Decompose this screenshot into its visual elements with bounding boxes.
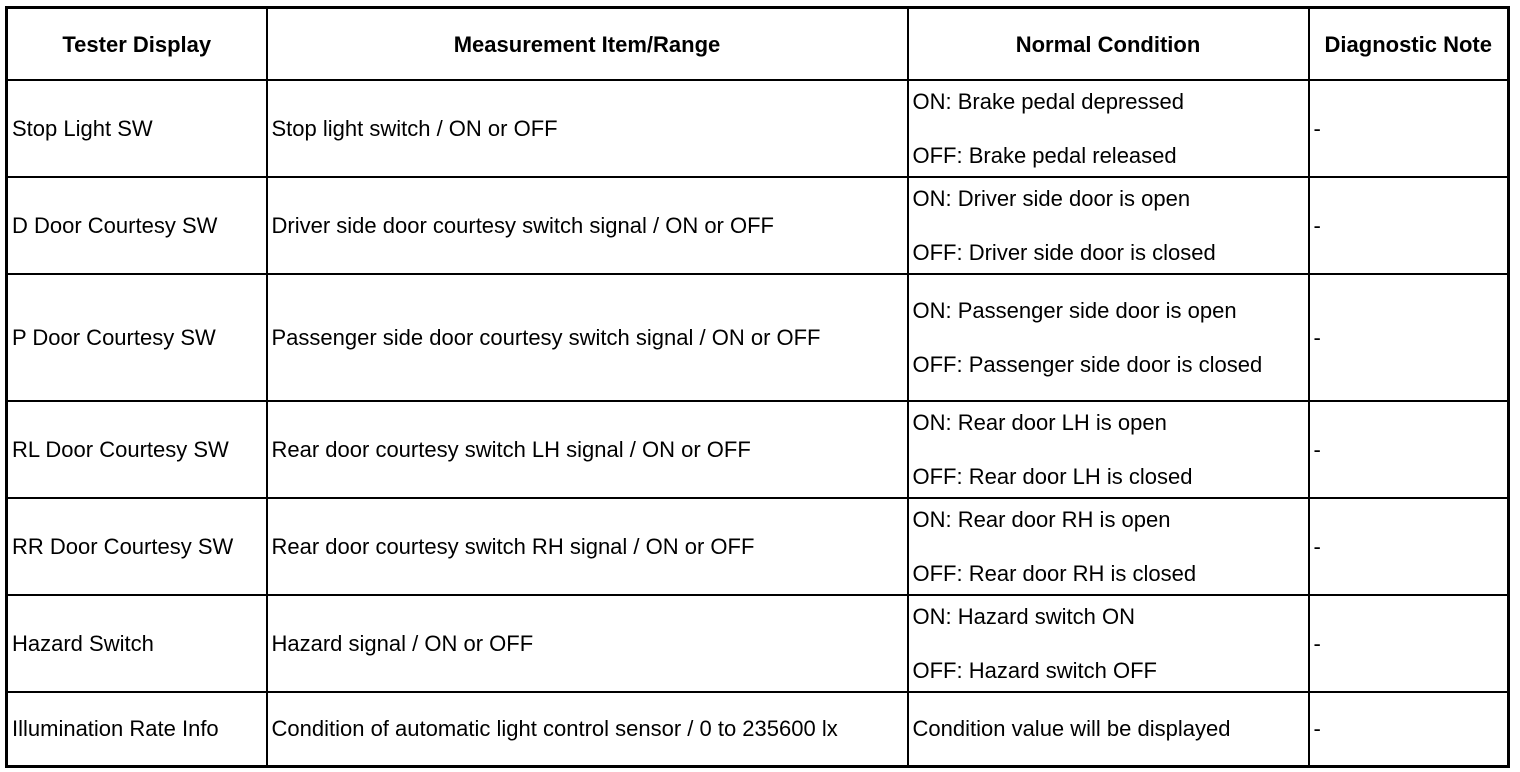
condition-off-text: OFF: Driver side door is closed (912, 240, 1216, 265)
header-normal-condition: Normal Condition (908, 8, 1309, 81)
condition-off-text: OFF: Rear door LH is closed (912, 464, 1193, 489)
diagnostic-note-cell: - (1309, 274, 1509, 401)
measurement-item-cell: Rear door courtesy switch RH signal / ON or OFF (267, 498, 908, 595)
header-row (7, 8, 1509, 81)
normal-condition-cell (908, 274, 1309, 401)
measurement-item-cell: Passenger side door courtesy switch signal / ON or OFF (267, 274, 908, 401)
condition-on-text: ON: Driver side door is open (912, 186, 1191, 211)
condition-on-text: ON: Rear door LH is open (912, 410, 1167, 435)
condition-off-text: OFF: Brake pedal released (912, 143, 1177, 168)
diagnostic-note-cell: - (1309, 177, 1509, 274)
condition-off-text: OFF: Hazard switch OFF (912, 658, 1157, 683)
condition-off-text: OFF: Rear door RH is closed (912, 561, 1197, 586)
measurement-item-cell: Driver side door courtesy switch signal / ON or OFF (267, 177, 908, 274)
normal-condition-cell (908, 177, 1309, 274)
data-list-table (5, 6, 1510, 768)
tester-display-cell: RL Door Courtesy SW (7, 401, 267, 498)
header-measurement-item: Measurement Item/Range (267, 8, 908, 81)
normal-condition-cell (908, 80, 1309, 177)
measurement-item-cell: Hazard signal / ON or OFF (267, 595, 908, 692)
table-row (7, 177, 1509, 274)
tester-display-cell: RR Door Courtesy SW (7, 498, 267, 595)
header-diagnostic-note: Diagnostic Note (1309, 8, 1509, 81)
table-row (7, 80, 1509, 177)
tester-display-cell: Hazard Switch (7, 595, 267, 692)
normal-condition-cell (908, 401, 1309, 498)
condition-on-text: ON: Passenger side door is open (912, 298, 1237, 323)
tester-display-cell: D Door Courtesy SW (7, 177, 267, 274)
diagnostic-note-cell: - (1309, 80, 1509, 177)
table-row (7, 401, 1509, 498)
measurement-item-cell: Condition of automatic light control sensor / 0 to 235600 lx (267, 692, 908, 766)
diagnostic-note-cell: - (1309, 498, 1509, 595)
diagnostic-note-cell: - (1309, 595, 1509, 692)
measurement-item-cell: Rear door courtesy switch LH signal / ON or OFF (267, 401, 908, 498)
condition-on-text: ON: Brake pedal depressed (912, 89, 1184, 114)
table-row (7, 274, 1509, 401)
table-row (7, 692, 1509, 766)
normal-condition-cell: Condition value will be displayed (908, 692, 1309, 766)
condition-on-text: ON: Rear door RH is open (912, 507, 1171, 532)
measurement-item-cell: Stop light switch / ON or OFF (267, 80, 908, 177)
tester-display-cell: Illumination Rate Info (7, 692, 267, 766)
tester-display-cell: Stop Light SW (7, 80, 267, 177)
diagnostic-note-cell: - (1309, 401, 1509, 498)
diagnostic-note-cell: - (1309, 692, 1509, 766)
condition-off-text: OFF: Passenger side door is closed (912, 352, 1263, 377)
normal-condition-cell (908, 498, 1309, 595)
table-row (7, 595, 1509, 692)
condition-on-text: ON: Hazard switch ON (912, 604, 1135, 629)
normal-condition-cell (908, 595, 1309, 692)
header-tester-display: Tester Display (7, 8, 267, 81)
table-row (7, 498, 1509, 595)
tester-display-cell: P Door Courtesy SW (7, 274, 267, 401)
